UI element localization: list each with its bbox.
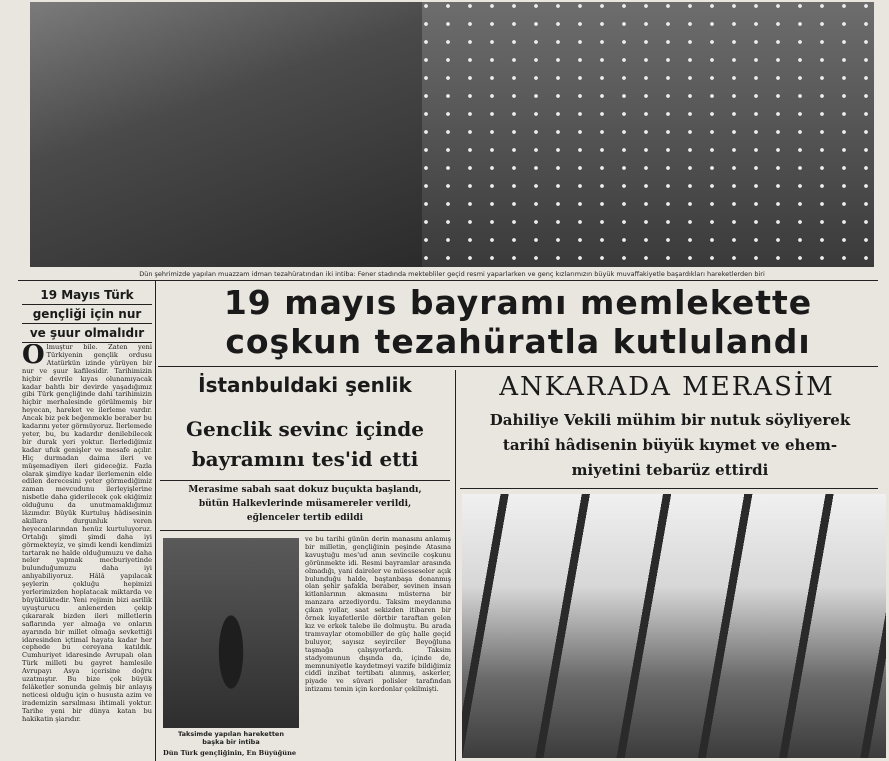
ankara-deck-line3: miyetini tebarüz ettirdi [571,461,769,479]
istanbul-lead-divider [160,530,450,531]
ankara-column-divider [455,370,456,761]
headline-line1: 19 mayıs bayramı memlekette [223,283,813,322]
taksim-caption-line2: başka bir intiba [202,738,260,746]
left-column-title [22,286,152,343]
ankara-deck-line2: tarihî hâdisenin büyük kıymet ve ehem- [502,436,838,454]
top-photo-caption: Dün şehrimizde yapılan muazzam idman tezahüratından iki intiba: Fener stadında mektebliler geçid resmi yaparlarken ve genç kızlarımızın büyük muvaffakiyetle başardıkları hareketlerden biri [139,270,765,278]
ankara-title: ANKARADA MERASİM [499,372,835,402]
taksim-caption-line1: Taksimde yapılan hareketten [178,730,284,738]
istanbul-sub-line2: bayramını tes'id etti [191,447,419,471]
taksim-photo [163,538,299,728]
divider-top [18,280,878,281]
left-column-body: lmuştur bile. Zaten yeni Türkiyenin gençlik ordusu Atatürkün izinde yürüyen bir nur ve şuur kafilesidir. Tarihimizin hiçbir devrile kıyas olunamıyacak kadar bahtlı bir devirde yaşadığımız gibi Türk gençliğinde dahi tarihimizin hiçbir merhalesinde görülmemiş bir heyecan, hareket ve ilerleme vardır. Ancak biz pek beğenmekle beraber bu kadarını yeter görmüyoruz. İlerlemede yeter, bu, bu kadardır denilebilecek bir durak yeri yoktur. İlerlediğimiz kadar ufuk genişler ve mesafe açılır. Hiç durmadan daima ileri ve müşemadiyen ileri gideceğiz. Fazla olarak şimdiye kadar ilerlemenin elde edilen derecesini yeter görmediğimiz zaman mevcudunu ilerleyişlerine nisbetle daha giderilecek çok ekiğimiz olduğunu da unutmamaklığımız lâzımdır. Büyük Kurtuluş hâdisesinin akıllara durgunluk veren heyecanlarından henüz kurtuluyoruz. Ortalığı şimdi şimdi daha iyi görmekteyiz, ve şimdi kendi kendimizi tartarak ne halde olduğumuzu ve daha neler yapmak mecburiyetinde bulunduğumuzu daha iyi anlıyabiliyoruz. Hâlâ yapılacak şeylerin çokluğu hepimizi yerlerimizden hoplatacak miktarda ve büyüklüktedir. Yeni rejimin bizi asrilik uyuşturucu anlenerden çekip çıkararak bizden ileri milletlerin saflarında yer almağa ve onların ayarında bir millet olmağa sevkettiği idaresinden içtimaî hayata kadar her cephede bu cereyana katıldık. Cumhuriyet idaresinde Avrupalı olan Türk milleti bu gayret hamlesile Avrupayı Asya içerisine doğru uzatmıştır. Bu bize çok büyük felâketler sonunda gelmiş bir anlayış neticesi olduğu için o hususta azim ve irademizin sarsılması ihtimali yoktur. Tarihe yeni bir dünya katan bu hakikatin şiarıdır. [22,344,152,723]
left-title-line2: gençliği için nur [22,305,152,324]
left-title-line1: 19 Mayıs Türk [22,286,152,305]
istanbul-kicker: İstanbuldaki şenlik [198,373,412,397]
divider-under-headline [158,366,878,367]
istanbul-lead-line3: eğlenceler tertib edildi [246,513,364,523]
headline-line2: coşkun tezahüratla kutlulandı [225,322,811,361]
istanbul-col-bottom: Dün Türk gençliğinin, En Büyüğüne [163,750,297,757]
istanbul-lead-line2: bütün Halkevlerinde müsamereler verildi, [198,499,412,509]
istanbul-sub-line1: Genclik sevinc içinde [185,417,425,441]
parade-photo-left [30,2,422,267]
left-title-line3: ve şuur olmalıdır [22,324,152,343]
ankara-flags-photo [462,494,886,758]
istanbul-divider [160,480,450,481]
dropcap: O [22,344,45,370]
ankara-deck-line1: Dahiliye Vekili mühim bir nutuk söyliyerek [489,411,851,429]
left-column-text [22,344,152,758]
istanbul-col2-text: ve bu tarihi günün derin manasını anlamış bir milletin, gençliğinin peşinde Atasına kavuştuğu mes'ud anın sevincile coşkunu görünmekte idi. Resmi bayramlar arasında olmadığı, yani daireler ve müesseseler açık bulunduğu halde, baştanbaşa donanmış olan şehir şafakla beraber, sevinen insan kitlanlarının akmasını müsterna bir manzara arzediyordu. Taksim meydanına çıkan yollar, saat sekizden itibaren bir örnek kıyafetlerile dörtbir taraftan gelen kız ve erkek talebe ile dolmuştu. Bu arada tramvaylar otomobiller de güç halle geçid buluyor, sayısız seyirciler Beyoğluna taşmağa çalışıyorlardı. Taksim stadyomunun dışında da, içinde de, memnuniyetle kaydetmeyi vazife bildiğimiz ciddî inzibat tertibatı alınmış, askerler, piyade ve süvari polisler tarafından intizamı temin için kordonlar çekilmişti. [305,536,451,694]
istanbul-lead-line1: Merasime sabah saat dokuz buçukta başlandı, [188,485,422,495]
gymnastics-photo-right [422,2,874,267]
left-column-divider [155,281,156,761]
ankara-divider [460,488,878,489]
